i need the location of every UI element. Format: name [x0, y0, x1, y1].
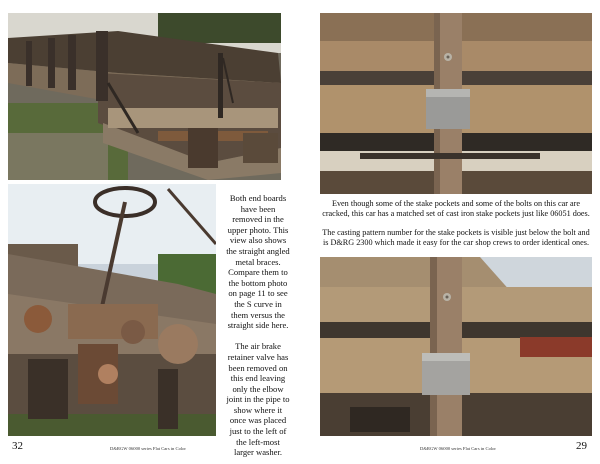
caption-line: metal braces. — [235, 256, 281, 267]
caption-line: just to the left of — [229, 426, 287, 437]
caption-line: the straight angled — [226, 245, 290, 256]
caption-line: once was placed — [229, 415, 287, 426]
caption-line: straight side here. — [227, 320, 289, 331]
flatcars-row-photo — [8, 13, 281, 180]
right-caption — [320, 199, 592, 249]
caption-line: retainer valve has — [227, 351, 289, 362]
caption-line: show where it — [233, 404, 283, 415]
caption-line: upper photo. This — [227, 224, 289, 235]
caption-spacer — [216, 331, 300, 342]
page-footer: D&RGW 06000 series Flat Cars in Color — [110, 446, 186, 451]
page-footer: D&RGW 06000 series Flat Cars in Color — [420, 446, 496, 451]
page-number: 29 — [576, 440, 587, 452]
caption-line: the bottom photo — [228, 277, 288, 288]
stake-pocket-bottom-photo — [320, 257, 592, 436]
caption-line: Compare them to — [228, 267, 288, 278]
right-page — [300, 0, 600, 464]
caption-line: removed in the — [232, 214, 284, 225]
caption-line: joint in the pipe to — [226, 394, 290, 405]
caption-line: on page 11 to see — [228, 288, 288, 299]
caption-line: this end leaving — [230, 373, 286, 384]
caption-line: only the elbow — [232, 383, 284, 394]
caption-spacer — [320, 220, 592, 228]
caption-line: the S curve in — [234, 298, 282, 309]
page-number: 32 — [12, 440, 23, 452]
caption-paragraph-1: Even though some of the stake pockets and some of the bolts on this car are cracked, this car has a matched set of cast iron stake pockets just like 06051 does. — [322, 199, 590, 219]
stake-pocket-top-photo — [320, 13, 592, 194]
caption-line: been removed on — [228, 362, 288, 373]
caption-line: the left-most — [236, 436, 280, 447]
caption-line: Both end boards — [229, 193, 287, 203]
caption-paragraph-2: The casting pattern number for the stake pockets is visible just below the bolt and is D&RG 2300 which made it easy for the car shop crews to order identical ones. — [322, 227, 590, 248]
caption-line: have been — [240, 203, 276, 214]
left-caption — [216, 193, 300, 458]
brake-end-photo — [8, 184, 216, 436]
caption-line: them versus the — [231, 309, 285, 320]
caption-line: The air brake — [235, 341, 281, 352]
caption-line: larger washer. — [233, 447, 283, 458]
caption-line: view also shows — [229, 235, 287, 246]
